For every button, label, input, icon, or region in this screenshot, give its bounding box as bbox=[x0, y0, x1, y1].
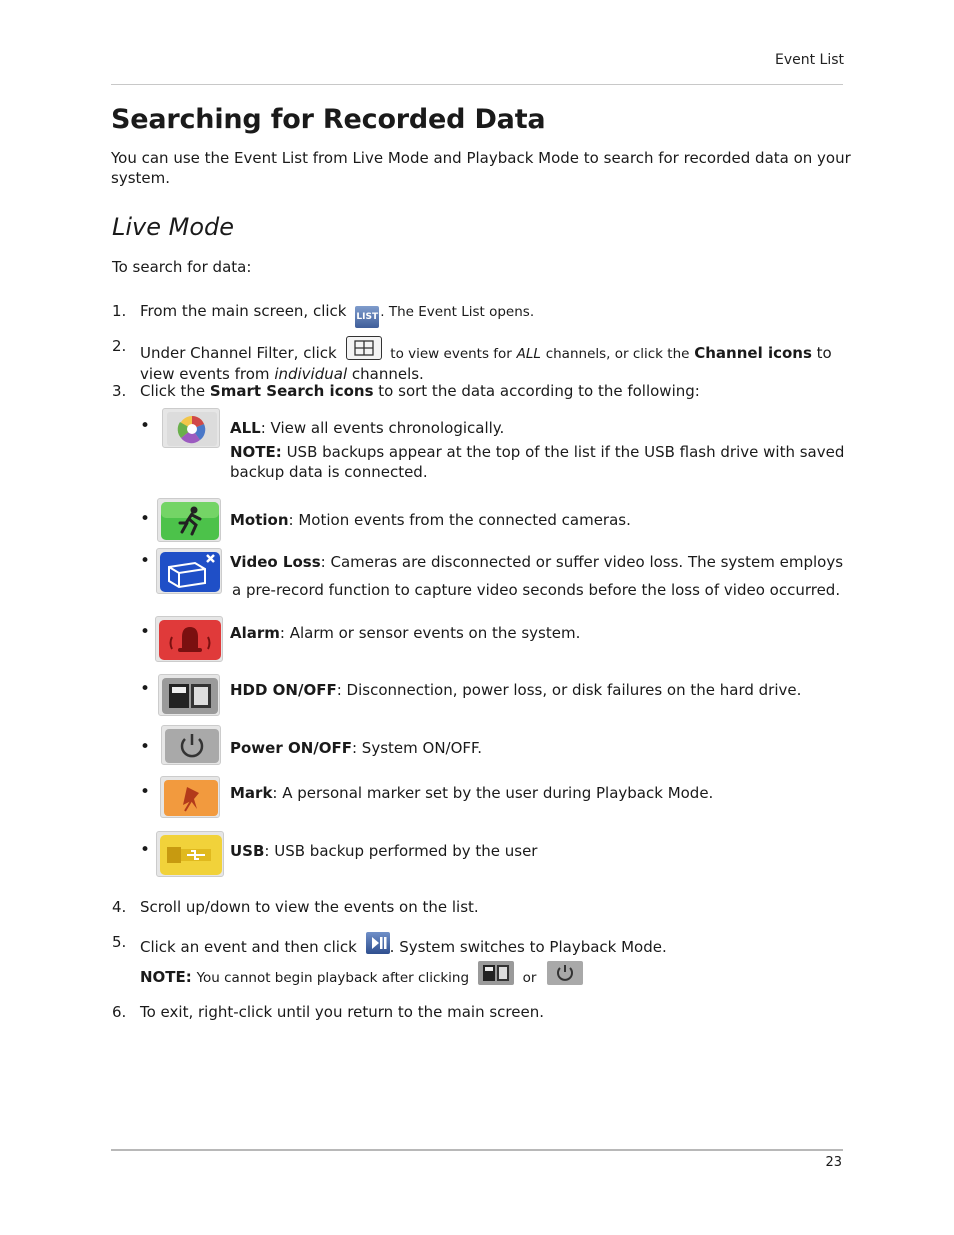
step-4 bbox=[0, 897, 954, 921]
event-mark-text bbox=[230, 783, 850, 803]
event-motion-text bbox=[230, 510, 850, 530]
bullet: • bbox=[140, 509, 151, 529]
step-text-d: channels, or click the bbox=[545, 346, 690, 362]
step-text-b: to view events for bbox=[390, 346, 512, 362]
event-desc: : Alarm or sensor events on the system. bbox=[279, 624, 581, 642]
usb-icon bbox=[156, 831, 224, 877]
list-icon-label: LIST bbox=[356, 312, 379, 322]
all-events-icon bbox=[162, 408, 220, 448]
step-text: To exit, right-click until you return to the main screen. bbox=[140, 1003, 544, 1021]
step-number: 2. bbox=[112, 337, 127, 355]
step-text-individual: individual bbox=[274, 365, 348, 383]
step-6 bbox=[0, 1002, 954, 1026]
step-text: Scroll up/down to view the events on the list. bbox=[140, 898, 479, 916]
step-number: 4. bbox=[112, 898, 127, 916]
step-text bbox=[140, 301, 850, 328]
event-desc: : Cameras are disconnected or suffer video loss. The system employs bbox=[320, 553, 844, 571]
step-1 bbox=[0, 301, 954, 325]
event-label: Motion bbox=[230, 511, 289, 529]
event-label: Mark bbox=[230, 784, 273, 802]
event-desc: : USB backup performed by the user bbox=[264, 842, 538, 860]
event-label: ALL bbox=[230, 419, 261, 437]
bullet: • bbox=[140, 679, 151, 699]
play-pause-icon bbox=[366, 932, 390, 954]
step-text-f: to bbox=[816, 344, 832, 362]
note-label: NOTE: bbox=[140, 968, 192, 986]
page-title: Searching for Recorded Data bbox=[111, 104, 546, 135]
section-subtitle: Live Mode bbox=[112, 213, 235, 241]
step-text-a: Under Channel Filter, click bbox=[140, 344, 337, 362]
step-number: 1. bbox=[112, 302, 127, 320]
event-label: HDD ON/OFF bbox=[230, 681, 337, 699]
step-text-b: . System switches to Playback Mode. bbox=[389, 938, 667, 956]
hdd-small-icon bbox=[478, 961, 514, 985]
step-text-channel-icons: Channel icons bbox=[694, 344, 812, 362]
bullet: • bbox=[140, 416, 151, 436]
bullet: • bbox=[140, 622, 151, 642]
step-2 bbox=[0, 336, 954, 383]
note-or: or bbox=[522, 970, 537, 986]
bullet: • bbox=[140, 551, 151, 571]
step-text-a: Click the bbox=[140, 382, 206, 400]
event-desc: : Motion events from the connected cameras. bbox=[288, 511, 631, 529]
step-3 bbox=[0, 381, 954, 405]
step-number: 5. bbox=[112, 933, 127, 951]
event-all-text bbox=[230, 418, 850, 438]
hdd-icon bbox=[158, 674, 220, 716]
step-text-i: channels. bbox=[351, 365, 424, 383]
step-text bbox=[140, 932, 850, 957]
note-label: NOTE: bbox=[230, 443, 282, 461]
running-header: Event List bbox=[774, 52, 844, 68]
motion-icon bbox=[157, 498, 221, 542]
step-text-a: From the main screen, click bbox=[140, 302, 347, 320]
event-usb-text bbox=[230, 841, 850, 861]
event-power-text bbox=[230, 738, 850, 758]
power-icon bbox=[161, 725, 221, 765]
event-desc: : System ON/OFF. bbox=[351, 739, 483, 757]
alarm-icon bbox=[155, 616, 223, 662]
event-video-loss-text bbox=[230, 552, 850, 572]
page-number: 23 bbox=[825, 1155, 842, 1170]
event-label: Video Loss bbox=[230, 553, 321, 571]
event-video-loss-text-2: a pre-record function to capture video seconds before the loss of video occurred. bbox=[232, 581, 841, 599]
event-hdd-text bbox=[230, 680, 850, 700]
step-text-c: to sort the data according to the following: bbox=[378, 382, 700, 400]
event-desc: : A personal marker set by the user during Playback Mode. bbox=[272, 784, 714, 802]
step-number: 3. bbox=[112, 382, 127, 400]
lead-text: To search for data: bbox=[112, 258, 252, 276]
step-5 bbox=[0, 932, 954, 956]
step-text bbox=[140, 336, 850, 384]
event-desc: : Disconnection, power loss, or disk failures on the hard drive. bbox=[336, 681, 802, 699]
event-label: USB bbox=[230, 842, 265, 860]
event-label: Power ON/OFF bbox=[230, 739, 352, 757]
note-text: USB backups appear at the top of the list if the USB flash drive with saved backup data is connected. bbox=[230, 443, 845, 481]
header-rule bbox=[111, 84, 843, 85]
intro-paragraph: You can use the Event List from Live Mode and Playback Mode to search for recorded data on your system. bbox=[111, 149, 851, 187]
event-label: Alarm bbox=[230, 624, 280, 642]
list-icon bbox=[355, 306, 379, 328]
step-text-a: Click an event and then click bbox=[140, 938, 357, 956]
event-alarm-text bbox=[230, 623, 850, 643]
step-text-b: . The Event List opens. bbox=[380, 304, 535, 320]
channel-grid-icon bbox=[346, 336, 382, 360]
note-text: You cannot begin playback after clicking bbox=[196, 970, 470, 986]
step-5-note bbox=[140, 961, 860, 989]
footer-rule bbox=[111, 1149, 843, 1151]
step-number: 6. bbox=[112, 1003, 127, 1021]
step-text-all: ALL bbox=[516, 346, 541, 362]
bullet: • bbox=[140, 737, 151, 757]
event-desc: : View all events chronologically. bbox=[260, 419, 505, 437]
step-text-smart-search: Smart Search icons bbox=[209, 382, 374, 400]
bullet: • bbox=[140, 840, 151, 860]
step-text bbox=[140, 381, 850, 401]
video-loss-icon bbox=[156, 548, 222, 594]
mark-icon bbox=[160, 776, 220, 818]
event-all-note bbox=[230, 442, 845, 482]
bullet: • bbox=[140, 782, 151, 802]
step-text-g: view events from bbox=[140, 365, 270, 383]
power-small-icon bbox=[547, 961, 583, 985]
